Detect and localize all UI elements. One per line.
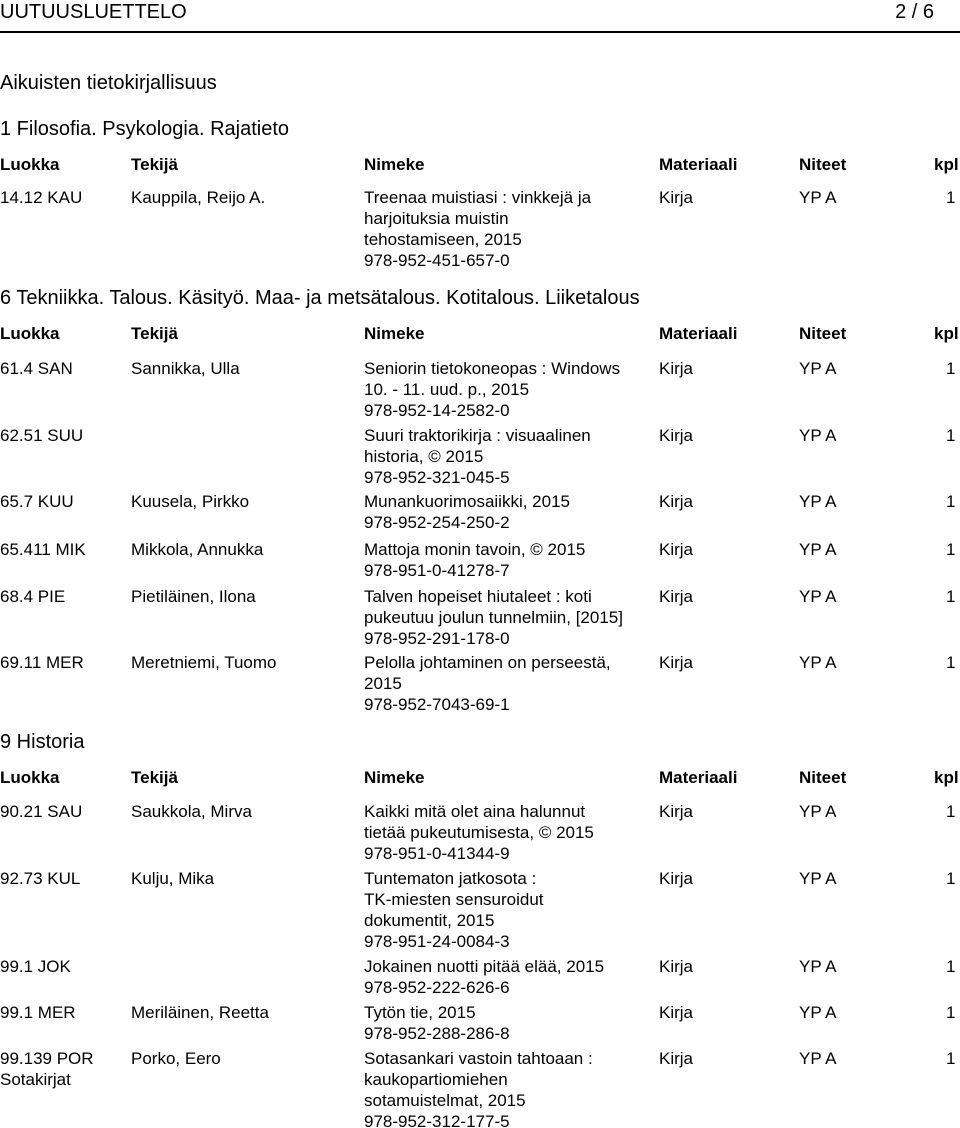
- col-luokka: Luokka: [0, 768, 60, 787]
- row-materiaali: Kirja: [659, 957, 694, 976]
- col-kpl: kpl: [934, 155, 959, 174]
- row-tekija: Pietiläinen, Ilona: [131, 587, 256, 606]
- col-luokka: Luokka: [0, 155, 60, 174]
- row-niteet: YP A: [799, 188, 837, 207]
- page-number: 2 / 6: [895, 1, 934, 23]
- row-luokka: 14.12 KAU: [0, 188, 83, 207]
- row-luokka: 90.21 SAU: [0, 802, 83, 821]
- row-tekija: Kauppila, Reijo A.: [131, 188, 266, 207]
- column-header-row: [0, 767, 960, 788]
- row-materiaali: Kirja: [659, 1049, 694, 1068]
- row-niteet: YP A: [799, 1003, 837, 1022]
- row-materiaali: Kirja: [659, 188, 694, 207]
- section-title: 1 Filosofia. Psykologia. Rajatieto: [0, 118, 290, 140]
- row-nimeke: Munankuorimosaiikki, 2015 978-952-254-250-2: [364, 492, 570, 532]
- row-luokka: 92.73 KUL: [0, 869, 81, 888]
- row-niteet: YP A: [799, 869, 837, 888]
- col-luokka: Luokka: [0, 324, 60, 343]
- row-materiaali: Kirja: [659, 492, 694, 511]
- row-niteet: YP A: [799, 802, 837, 821]
- row-niteet: YP A: [799, 492, 837, 511]
- row-kpl: 1: [946, 492, 956, 511]
- row-kpl: 1: [946, 587, 956, 606]
- row-kpl: 1: [946, 802, 956, 821]
- col-materiaali: Materiaali: [659, 155, 738, 174]
- row-nimeke: Mattoja monin tavoin, © 2015 978-951-0-41278-7: [364, 540, 586, 580]
- row-nimeke: Sotasankari vastoin tahtoaan : kaukopartiomiehen sotamuistelmat, 2015 978-952-312-177-5: [364, 1049, 593, 1128]
- row-luokka: 99.1 JOK: [0, 957, 71, 976]
- row-tekija: Kuusela, Pirkko: [131, 492, 250, 511]
- row-materiaali: Kirja: [659, 869, 694, 888]
- row-kpl: 1: [946, 653, 956, 672]
- row-nimeke: Pelolla johtaminen on perseestä, 2015 978-952-7043-69-1: [364, 653, 611, 714]
- row-nimeke: Seniorin tietokoneopas : Windows 10. - 11. uud. p., 2015 978-952-14-2582-0: [364, 359, 621, 420]
- row-tekija: Mikkola, Annukka: [131, 540, 264, 559]
- row-nimeke: Suuri traktorikirja : visuaalinen historia, © 2015 978-952-321-045-5: [364, 426, 591, 487]
- col-tekija: Tekijä: [131, 324, 178, 343]
- document-title: UUTUUSLUETTELO: [0, 1, 187, 23]
- row-materiaali: Kirja: [659, 587, 694, 606]
- row-kpl: 1: [946, 426, 956, 445]
- col-niteet: Niteet: [799, 768, 847, 787]
- row-luokka: 65.7 KUU: [0, 492, 74, 511]
- row-materiaali: Kirja: [659, 653, 694, 672]
- row-luokka: 61.4 SAN: [0, 359, 73, 378]
- col-tekija: Tekijä: [131, 768, 178, 787]
- row-nimeke: Jokainen nuotti pitää elää, 2015 978-952-222-626-6: [364, 957, 605, 997]
- row-luokka: 69.11 MER: [0, 653, 84, 672]
- col-kpl: kpl: [934, 768, 959, 787]
- row-luokka: 99.1 MER: [0, 1003, 76, 1022]
- row-tekija: Saukkola, Mirva: [131, 802, 252, 821]
- row-kpl: 1: [946, 359, 956, 378]
- row-nimeke: Talven hopeiset hiutaleet : koti pukeutuu joulun tunnelmiin, [2015] 978-952-291-178-0: [364, 587, 623, 648]
- row-kpl: 1: [946, 1003, 956, 1022]
- row-materiaali: Kirja: [659, 802, 694, 821]
- header-rule: [0, 31, 960, 33]
- col-nimeke: Nimeke: [364, 768, 425, 787]
- row-kpl: 1: [946, 540, 956, 559]
- row-tekija: Meriläinen, Reetta: [131, 1003, 269, 1022]
- row-niteet: YP A: [799, 587, 837, 606]
- row-luokka: 99.139 POR Sotakirjat: [0, 1049, 94, 1089]
- row-tekija: Kulju, Mika: [131, 869, 215, 888]
- row-kpl: 1: [946, 869, 956, 888]
- col-tekija: Tekijä: [131, 155, 178, 174]
- row-kpl: 1: [946, 1049, 956, 1068]
- col-nimeke: Nimeke: [364, 324, 425, 343]
- row-nimeke: Tuntematon jatkosota : TK-miesten sensuroidut dokumentit, 2015 978-951-24-0084-3: [364, 869, 544, 951]
- row-luokka: 62.51 SUU: [0, 426, 84, 445]
- row-niteet: YP A: [799, 957, 837, 976]
- section-title: 6 Tekniikka. Talous. Käsityö. Maa- ja metsätalous. Kotitalous. Liiketalous: [0, 287, 640, 309]
- row-tekija: Porko, Eero: [131, 1049, 221, 1068]
- row-luokka: 65.411 MIK: [0, 540, 86, 559]
- row-kpl: 1: [946, 957, 956, 976]
- col-nimeke: Nimeke: [364, 155, 425, 174]
- row-niteet: YP A: [799, 653, 837, 672]
- row-materiaali: Kirja: [659, 359, 694, 378]
- row-nimeke: Tytön tie, 2015 978-952-288-286-8: [364, 1003, 510, 1043]
- row-nimeke: Treenaa muistiasi : vinkkejä ja harjoituksia muistin tehostamiseen, 2015 978-952-451-657-0: [364, 188, 592, 270]
- row-niteet: YP A: [799, 540, 837, 559]
- col-niteet: Niteet: [799, 155, 847, 174]
- main-heading: Aikuisten tietokirjallisuus: [0, 72, 217, 94]
- row-niteet: YP A: [799, 426, 837, 445]
- column-header-row: [0, 323, 960, 344]
- row-materiaali: Kirja: [659, 1003, 694, 1022]
- col-materiaali: Materiaali: [659, 324, 738, 343]
- row-nimeke: Kaikki mitä olet aina halunnut tietää pukeutumisesta, © 2015 978-951-0-41344-9: [364, 802, 594, 863]
- row-tekija: Meretniemi, Tuomo: [131, 653, 277, 672]
- row-niteet: YP A: [799, 1049, 837, 1068]
- column-header-row: [0, 154, 960, 175]
- col-kpl: kpl: [934, 324, 959, 343]
- col-niteet: Niteet: [799, 324, 847, 343]
- row-luokka: 68.4 PIE: [0, 587, 66, 606]
- section-title: 9 Historia: [0, 731, 85, 753]
- col-materiaali: Materiaali: [659, 768, 738, 787]
- row-materiaali: Kirja: [659, 540, 694, 559]
- row-tekija: Sannikka, Ulla: [131, 359, 240, 378]
- row-niteet: YP A: [799, 359, 837, 378]
- row-kpl: 1: [946, 188, 956, 207]
- row-materiaali: Kirja: [659, 426, 694, 445]
